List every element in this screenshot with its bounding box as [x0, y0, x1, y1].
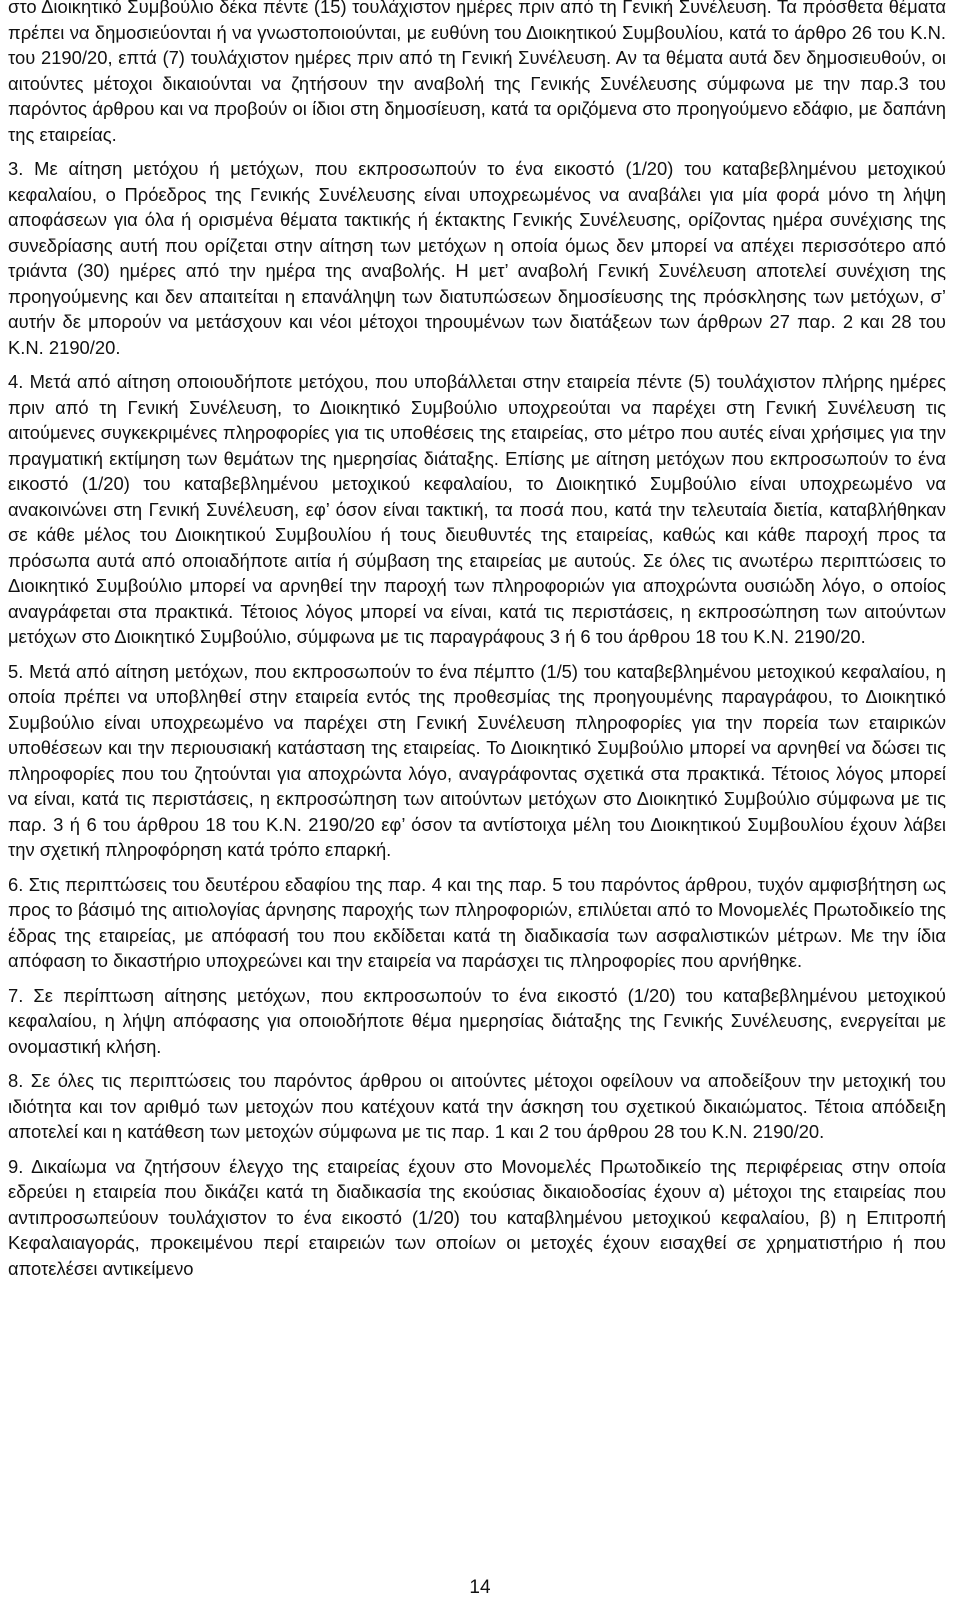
paragraph-7: 7. Σε περίπτωση αίτησης μετόχων, που εκπροσωπούν το ένα εικοστό (1/20) του καταβεβλημένου μετοχικού κεφαλαίου, η λήψη απόφασης για οποιοδήποτε θέμα ημερησίας διάταξης της Γενικής Συνέλευσης, ενεργείται με ονομαστική κλήση.	[8, 984, 946, 1057]
paragraph-5: 5. Μετά από αίτηση μετόχων, που εκπροσωπούν το ένα πέμπτο (1/5) του καταβεβλημένου μετοχικού κεφαλαίου, η οποία πρέπει να υποβληθεί στην εταιρεία εντός της προθεσμίας της προηγουμένης παραγράφου, το Διοικητικό Συμβούλιο είναι υποχρεωμένο να παρέχει στη Γενική Συνέλευση πληροφορίες για την πορεία των εταιρικών υποθέσεων και την περιουσιακή κατάσταση της εταιρείας. Το Διοικητικό Συμβούλιο μπορεί να αρνηθεί να δώσει τις πληροφορίες που του ζητούνται για αποχρώντα λόγο, αναγράφοντας σχετικά στα πρακτικά. Τέτοιος λόγος μπορεί να είναι, κατά τις περιστάσεις, η εκπροσώπηση των αιτούντων μετόχων στο Διοικητικό Συμβούλιο σύμφωνα με τις παρ. 3 ή 6 του άρθρου 18 του Κ.Ν. 2190/20 εφ’ όσον τα αντίστοιχα μέλη του Διοικητικού Συμβουλίου έχουν λάβει την σχετική πληροφόρηση κατά τρόπο επαρκή.	[8, 660, 946, 860]
paragraph-4: 4. Μετά από αίτηση οποιουδήποτε μετόχου, που υποβάλλεται στην εταιρεία πέντε (5) τουλάχιστον πλήρης ημέρες πριν από τη Γενική Συνέλευση, το Διοικητικό Συμβούλιο υποχρεούται να παρέχει στη Γενική Συνέλευση τις αιτούμενες συγκεκριμένες πληροφορίες για τις υποθέσεις της εταιρείας, στο μέτρο που αυτές είναι χρήσιμες για την πραγματική εκτίμηση των θεμάτων της ημερησίας διάταξης. Επίσης με αίτηση μετόχων που εκπροσωπούν το ένα εικοστό (1/20) του καταβεβλημένου μετοχικού κεφαλαίου, το Διοικητικό Συμβούλιο είναι υποχρεωμένο να ανακοινώνει στη Γενική Συνέλευση, εφ’ όσον είναι τακτική, τα ποσά που, κατά την τελευταία διετία, καταβλήθηκαν σε κάθε μέλος του Διοικητικού Συμβουλίου ή τους διευθυντές της εταιρείας, καθώς και κάθε παροχή προς τα πρόσωπα αυτά από οποιαδήποτε αιτία ή σύμβαση της εταιρείας με αυτούς. Σε όλες τις ανωτέρω περιπτώσεις το Διοικητικό Συμβούλιο μπορεί να αρνηθεί την παροχή των πληροφοριών για αποχρώντα ουσιώδη λόγο, ο οποίος αναγράφεται στα πρακτικά. Τέτοιος λόγος μπορεί να είναι, κατά τις περιστάσεις, η εκπροσώπηση των αιτούντων μετόχων στο Διοικητικό Συμβούλιο, σύμφωνα με τις παραγράφους 3 ή 6 του άρθρου 18 του Κ.Ν. 2190/20.	[8, 371, 946, 647]
paragraph-8: 8. Σε όλες τις περιπτώσεις του παρόντος άρθρου οι αιτούντες μέτοχοι οφείλουν να αποδείξουν την μετοχική του ιδιότητα και τον αριθμό των μετοχών που κατέχουν κατά την άσκηση του σχετικού δικαιώματος. Τέτοια απόδειξη αποτελεί και η κατάθεση των μετοχών σύμφωνα με τις παρ. 1 και 2 του άρθρου 28 του Κ.Ν. 2190/20.	[8, 1070, 946, 1142]
paragraph-6: 6. Στις περιπτώσεις του δευτέρου εδαφίου της παρ. 4 και της παρ. 5 του παρόντος άρθρου, τυχόν αμφισβήτηση ως προς το βάσιμό της αιτιολογίας άρνησης παροχής των πληροφοριών, επιλύεται από το Μονομελές Πρωτοδικείο της έδρας της εταιρείας, με απόφασή του που εκδίδεται κατά τη διαδικασία των ασφαλιστικών μέτρων. Με την ίδια απόφαση το δικαστήριο υποχρεώνει και την εταιρεία να παράσχει τις πληροφορίες που αρνήθηκε.	[8, 873, 946, 971]
paragraph-3: 3. Με αίτηση μετόχου ή μετόχων, που εκπροσωπούν το ένα εικοστό (1/20) του καταβεβλημένου μετοχικού κεφαλαίου, ο Πρόεδρος της Γενικής Συνέλευσης είναι υποχρεωμένος να αναβάλει για μία φορά μόνο τη λήψη αποφάσεων για όλα ή ορισμένα θέματα τακτικής ή έκτακτης Γενικής Συνέλευσης, ορίζοντας ημέρα συνέχισης της συνεδρίασης αυτή που ορίζεται στην αίτηση των μετόχων η οποία όμως δεν μπορεί να απέχει περισσότερο από τριάντα (30) ημέρες από την ημέρα της αναβολής. Η μετ’ αναβολή Γενική Συνέλευση αποτελεί συνέχιση της προηγούμενης και δεν απαιτείται η επανάληψη των διατυπώσεων δημοσίευσης της πρόσκλησης των μετόχων, σ’ αυτήν δε μπορούν να μετάσχουν και νέοι μέτοχοι τηρουμένων των διατάξεων των άρθρων 27 παρ. 2 και 28 του Κ.Ν. 2190/20.	[8, 158, 946, 358]
paragraph-continued: στο Διοικητικό Συμβούλιο δέκα πέντε (15) τουλάχιστον ημέρες πριν από τη Γενική Συνέλευση. Τα πρόσθετα θέματα πρέπει να δημοσιεύονται ή να γνωστοποιούνται, με ευθύνη του Διοικητικού Συμβουλίου, κατά το άρθρο 26 του Κ.Ν. του 2190/20, επτά (7) τουλάχιστον ημέρες πριν από τη Γενική Συνέλευση. Αν τα θέματα αυτά δεν δημοσιευθούν, οι αιτούντες μέτοχοι δικαιούνται να ζητήσουν την αναβολή της Γενικής Συνέλευσης σύμφωνα με την παρ.3 του παρόντος άρθρου και να προβούν οι ίδιοι στη δημοσίευση, κατά τα οριζόμενα στο προηγούμενο εδάφιο, με δαπάνη της εταιρείας.	[8, 0, 946, 145]
paragraph-9: 9. Δικαίωμα να ζητήσουν έλεγχο της εταιρείας έχουν στο Μονομελές Πρωτοδικείο της περιφέρειας στην οποία εδρεύει η εταιρεία που δικάζει κατά τη διαδικασία της εκούσιας δικαιοδοσίας έχουν α) μέτοχοι της εταιρείας που αντιπροσωπεύουν τουλάχιστον το ένα εικοστό (1/20) του καταβλημένου μετοχικού κεφαλαίου, β) η Επιτροπή Κεφαλαιαγοράς, προκειμένου περί εταιρειών των οποίων οι μετοχές έχουν εισαχθεί σε χρηματιστήριο ή που αποτελέσει αντικείμενο	[8, 1155, 946, 1279]
page-number: 14	[469, 1577, 491, 1598]
